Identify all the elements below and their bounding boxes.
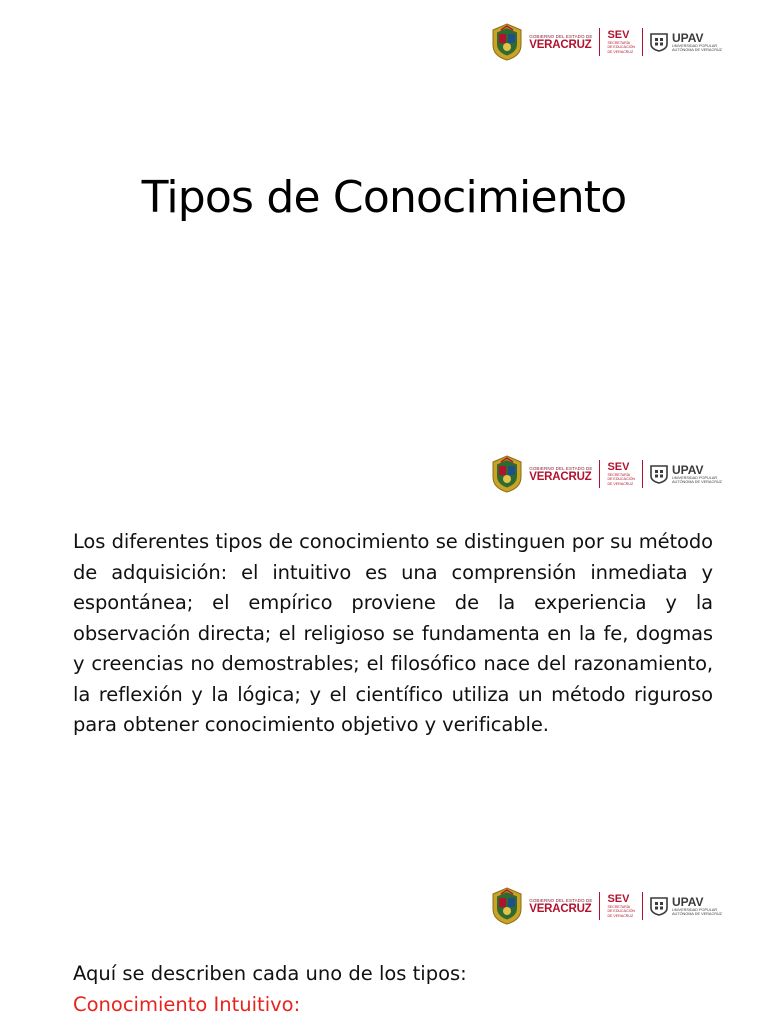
logo-header (490, 22, 722, 62)
upav-badge-icon (650, 32, 668, 52)
veracruz-seal-icon (490, 455, 524, 493)
sev-wordmark (607, 894, 635, 918)
logo-header (490, 886, 722, 926)
upav-small-text-1: UNIVERSIDAD POPULAR (672, 475, 718, 480)
sev-small-text-3: DE VERACRUZ (607, 481, 634, 486)
intuitive-knowledge-heading: Conocimiento Intuitivo: (73, 993, 301, 1016)
gov-big-text: VERACRUZ (529, 902, 592, 915)
sev-small-text-2: DE EDUCACIÓN (607, 477, 635, 482)
sev-big-text: SEV (607, 893, 630, 906)
gov-small-text: GOBIERNO DEL ESTADO DE (529, 33, 593, 39)
slide-types (0, 864, 768, 1024)
gov-big-text: VERACRUZ (529, 38, 592, 51)
logo-header (490, 454, 722, 494)
veracruz-seal-icon (490, 23, 524, 61)
gov-big-text: VERACRUZ (529, 470, 592, 483)
logo-divider (642, 28, 643, 56)
upav-small-text-2: AUTÓNOMA DE VERACRUZ (672, 912, 722, 916)
upav-big-text: UPAV (672, 30, 704, 45)
gov-small-text: GOBIERNO DEL ESTADO DE (529, 465, 593, 471)
upav-wordmark (672, 896, 722, 917)
slide-title (0, 0, 768, 432)
types-intro-text: Aquí se describen cada uno de los tipos: (73, 962, 467, 985)
veracruz-wordmark (529, 34, 592, 51)
logo-divider (599, 460, 600, 488)
sev-small-text-1: SECRETARÍA (607, 41, 631, 46)
sev-small-text-2: DE EDUCACIÓN (607, 45, 635, 50)
logo-divider (599, 28, 600, 56)
upav-small-text-2: AUTÓNOMA DE VERACRUZ (672, 480, 722, 484)
veracruz-seal-icon (490, 887, 524, 925)
sev-small-text-2: DE EDUCACIÓN (607, 909, 635, 914)
sev-small-text-3: DE VERACRUZ (607, 913, 634, 918)
gov-small-text: GOBIERNO DEL ESTADO DE (529, 897, 593, 903)
upav-big-text: UPAV (672, 894, 704, 909)
logo-divider (599, 892, 600, 920)
slide-description (0, 432, 768, 864)
sev-wordmark (607, 30, 635, 54)
upav-small-text-1: UNIVERSIDAD POPULAR (672, 907, 718, 912)
slide-title-text: Tipos de Conocimiento (141, 172, 627, 223)
sev-small-text-3: DE VERACRUZ (607, 49, 634, 54)
sev-small-text-1: SECRETARÍA (607, 473, 631, 478)
sev-wordmark (607, 462, 635, 486)
description-paragraph: Los diferentes tipos de conocimiento se distinguen por su método de adquisición: el intuitivo es una comprensión inmediata y espontánea; el empírico proviene de la experiencia y la observación directa; el religioso se fundamenta en la fe, dogmas y creencias no demostrables; el filosófico nace del razonamiento, la reflexión y la lógica; y el científico utiliza un método riguroso para obtener conocimiento objetivo y verificable. (73, 530, 713, 736)
upav-small-text-1: UNIVERSIDAD POPULAR (672, 43, 718, 48)
upav-big-text: UPAV (672, 462, 704, 477)
sev-big-text: SEV (607, 29, 630, 42)
upav-badge-icon (650, 464, 668, 484)
sev-small-text-1: SECRETARÍA (607, 905, 631, 910)
veracruz-wordmark (529, 466, 592, 483)
logo-divider (642, 892, 643, 920)
upav-badge-icon (650, 896, 668, 916)
sev-big-text: SEV (607, 461, 630, 474)
upav-small-text-2: AUTÓNOMA DE VERACRUZ (672, 48, 722, 52)
veracruz-wordmark (529, 898, 592, 915)
upav-wordmark (672, 464, 722, 485)
logo-divider (642, 460, 643, 488)
upav-wordmark (672, 32, 722, 53)
